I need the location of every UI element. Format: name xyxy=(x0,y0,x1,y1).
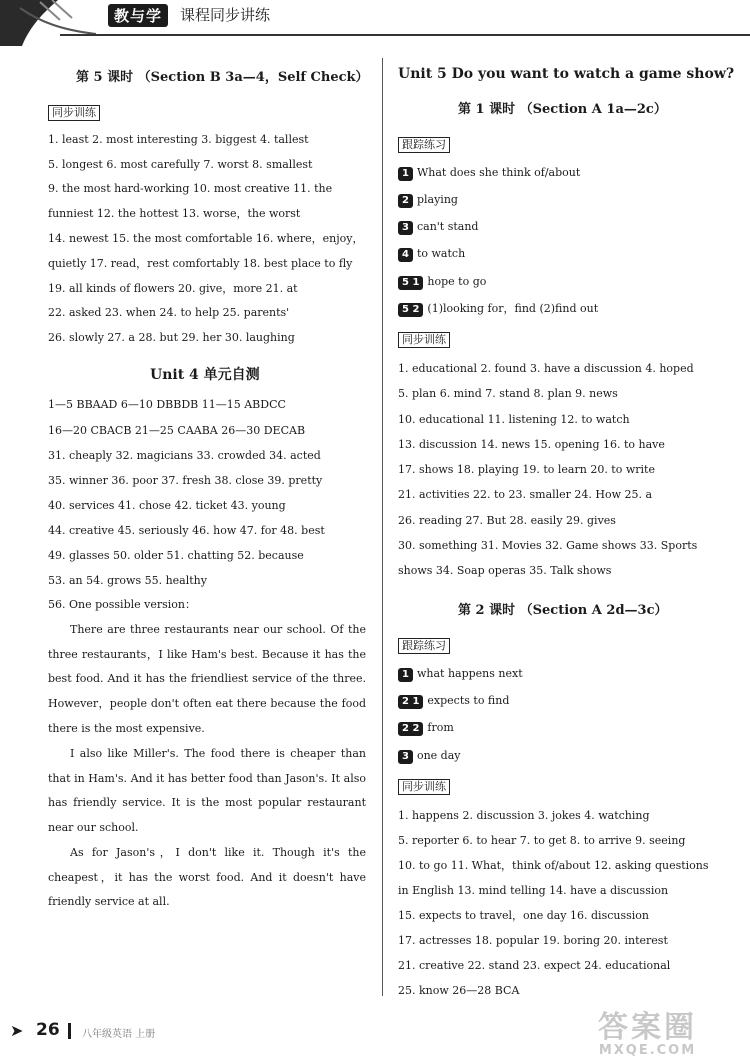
answer-line: 26. reading 27. But 28. easily 29. gives xyxy=(398,514,616,527)
unit5-title: Unit 5 Do you want to watch a game show? xyxy=(398,66,735,82)
answer-line: 53. an 54. grows 55. healthy xyxy=(48,574,207,587)
answer-line: 21. creative 22. stand 23. expect 24. educational xyxy=(398,959,671,972)
lesson5-title: 第 5 课时 （Section B 3a—4，Self Check） xyxy=(76,70,369,85)
answer-line: 30. something 31. Movies 32. Game shows 33. Sports xyxy=(398,539,698,552)
answer-line: 49. glasses 50. older 51. chatting 52. because xyxy=(48,549,304,562)
header-decoration xyxy=(0,0,110,48)
item-number-badge: 1 xyxy=(398,668,413,682)
item-number-badge: 3 xyxy=(398,750,413,764)
item-number-badge: 2 xyxy=(398,194,413,208)
item-number-badge: 1 xyxy=(398,167,413,181)
track-item: 1 what happens next xyxy=(398,667,523,682)
answer-line: 17. shows 18. playing 19. to learn 20. to write xyxy=(398,463,655,476)
answer-line: funniest 12. the hottest 13. worse，the worst xyxy=(48,207,301,220)
item-number-badge: 3 xyxy=(398,221,413,235)
track-item: 5 1 hope to go xyxy=(398,275,486,290)
practice-label: 同步训练 xyxy=(398,779,450,795)
answer-line: 26. slowly 27. a 28. but 29. her 30. laughing xyxy=(48,331,295,344)
answer-line: 19. all kinds of flowers 20. give，more 21. at xyxy=(48,282,298,295)
answer-line: 1. educational 2. found 3. have a discussion 4. hoped xyxy=(398,362,694,375)
answer-line: 56. One possible version： xyxy=(48,598,196,611)
answer-line: 1—5 BBAAD 6—10 DBBDB 11—15 ABDCC xyxy=(48,398,286,411)
lesson2-title: 第 2 课时 （Section A 2d—3c） xyxy=(458,603,668,618)
track-label: 跟踪练习 xyxy=(398,137,450,153)
answer-line: shows 34. Soap operas 35. Talk shows xyxy=(398,564,612,577)
track-item: 4 to watch xyxy=(398,247,465,262)
practice-label: 同步训练 xyxy=(398,332,450,348)
answer-line: in English 13. mind telling 14. have a discussion xyxy=(398,884,669,897)
answer-line: 1. happens 2. discussion 3. jokes 4. watching xyxy=(398,809,650,822)
header-rule xyxy=(60,34,750,36)
answer-line: quietly 17. read，rest comfortably 18. best place to fly xyxy=(48,257,353,270)
answer-line: 5. longest 6. most carefully 7. worst 8. smallest xyxy=(48,158,313,171)
answer-line: 44. creative 45. seriously 46. how 47. for 48. best xyxy=(48,524,325,537)
item-number-badge: 5 2 xyxy=(398,303,423,317)
watermark xyxy=(598,1012,697,1058)
answer-line: 5. reporter 6. to hear 7. to get 8. to arrive 9. seeing xyxy=(398,834,686,847)
answer-line: 21. activities 22. to 23. smaller 24. How 25. a xyxy=(398,488,653,501)
track-label: 跟踪练习 xyxy=(398,638,450,654)
unit4-title: Unit 4 单元自测 xyxy=(150,367,260,383)
series-title: 课程同步讲练 xyxy=(180,6,271,24)
column-divider xyxy=(382,58,383,996)
item-number-badge: 4 xyxy=(398,248,413,262)
book-name: 八年级英语 上册 xyxy=(82,1029,156,1040)
footer-divider xyxy=(68,1023,71,1039)
lesson1-title: 第 1 课时 （Section A 1a—2c） xyxy=(458,102,667,117)
brand-logo: 教与学 xyxy=(108,4,168,27)
item-number-badge: 5 1 xyxy=(398,276,423,290)
answer-line: 5. plan 6. mind 7. stand 8. plan 9. news xyxy=(398,387,618,400)
answer-line: 35. winner 36. poor 37. fresh 38. close 39. pretty xyxy=(48,474,323,487)
item-number-badge: 2 2 xyxy=(398,722,423,736)
answer-line: 22. asked 23. when 24. to help 25. parents' xyxy=(48,306,290,319)
track-item: 1 What does she think of/about xyxy=(398,166,580,181)
watermark-url: MXQE.COM xyxy=(598,1043,697,1058)
essay-paragraph-2: I also like Miller's. The food there is cheaper than that in Ham's. And it has better food than Jason's. It also has friendly service. It is the most popular restaurant near our school. xyxy=(48,747,366,835)
track-item: 3 can't stand xyxy=(398,220,478,235)
arrow-right-icon: ➤ xyxy=(10,1021,24,1040)
essay-paragraph-1: There are three restaurants near our school. Of the three restaurants，I like Ham's best. Because it has the best food. And it has the friendliest service of the three. However，people don't often eat there because the food there is the most expensive. xyxy=(48,623,366,735)
answer-line: 16—20 CBACB 21—25 CAABA 26—30 DECAB xyxy=(48,424,306,437)
watermark-text: 答案圈 xyxy=(598,1010,697,1045)
track-item: 2 playing xyxy=(398,193,458,208)
answer-line: 9. the most hard-working 10. most creative 11. the xyxy=(48,182,333,195)
answer-line: 17. actresses 18. popular 19. boring 20. interest xyxy=(398,934,668,947)
answer-line: 15. expects to travel，one day 16. discussion xyxy=(398,909,649,922)
track-item: 5 2 (1)looking for，find (2)find out xyxy=(398,302,598,317)
practice-label: 同步训练 xyxy=(48,105,100,121)
answer-line: 40. services 41. chose 42. ticket 43. young xyxy=(48,499,286,512)
answer-line: 10. to go 11. What，think of/about 12. asking questions xyxy=(398,859,709,872)
track-item: 2 1 expects to find xyxy=(398,694,509,709)
essay-paragraph-3: As for Jason's，I don't like it. Though it's the cheapest，it has the worst food. And it doesn't have friendly service at all. xyxy=(48,846,366,909)
item-number-badge: 2 1 xyxy=(398,695,423,709)
answer-line: 10. educational 11. listening 12. to watch xyxy=(398,413,630,426)
track-item: 3 one day xyxy=(398,749,461,764)
answer-line: 13. discussion 14. news 15. opening 16. to have xyxy=(398,438,665,451)
answer-line: 25. know 26—28 BCA xyxy=(398,984,520,997)
page-number: 26 xyxy=(36,1020,60,1040)
page-header xyxy=(0,0,750,50)
answer-line: 31. cheaply 32. magicians 33. crowded 34. acted xyxy=(48,449,321,462)
answer-line: 14. newest 15. the most comfortable 16. where，enjoy， xyxy=(48,232,364,245)
answer-line: 1. least 2. most interesting 3. biggest 4. tallest xyxy=(48,133,309,146)
track-item: 2 2 from xyxy=(398,721,454,736)
